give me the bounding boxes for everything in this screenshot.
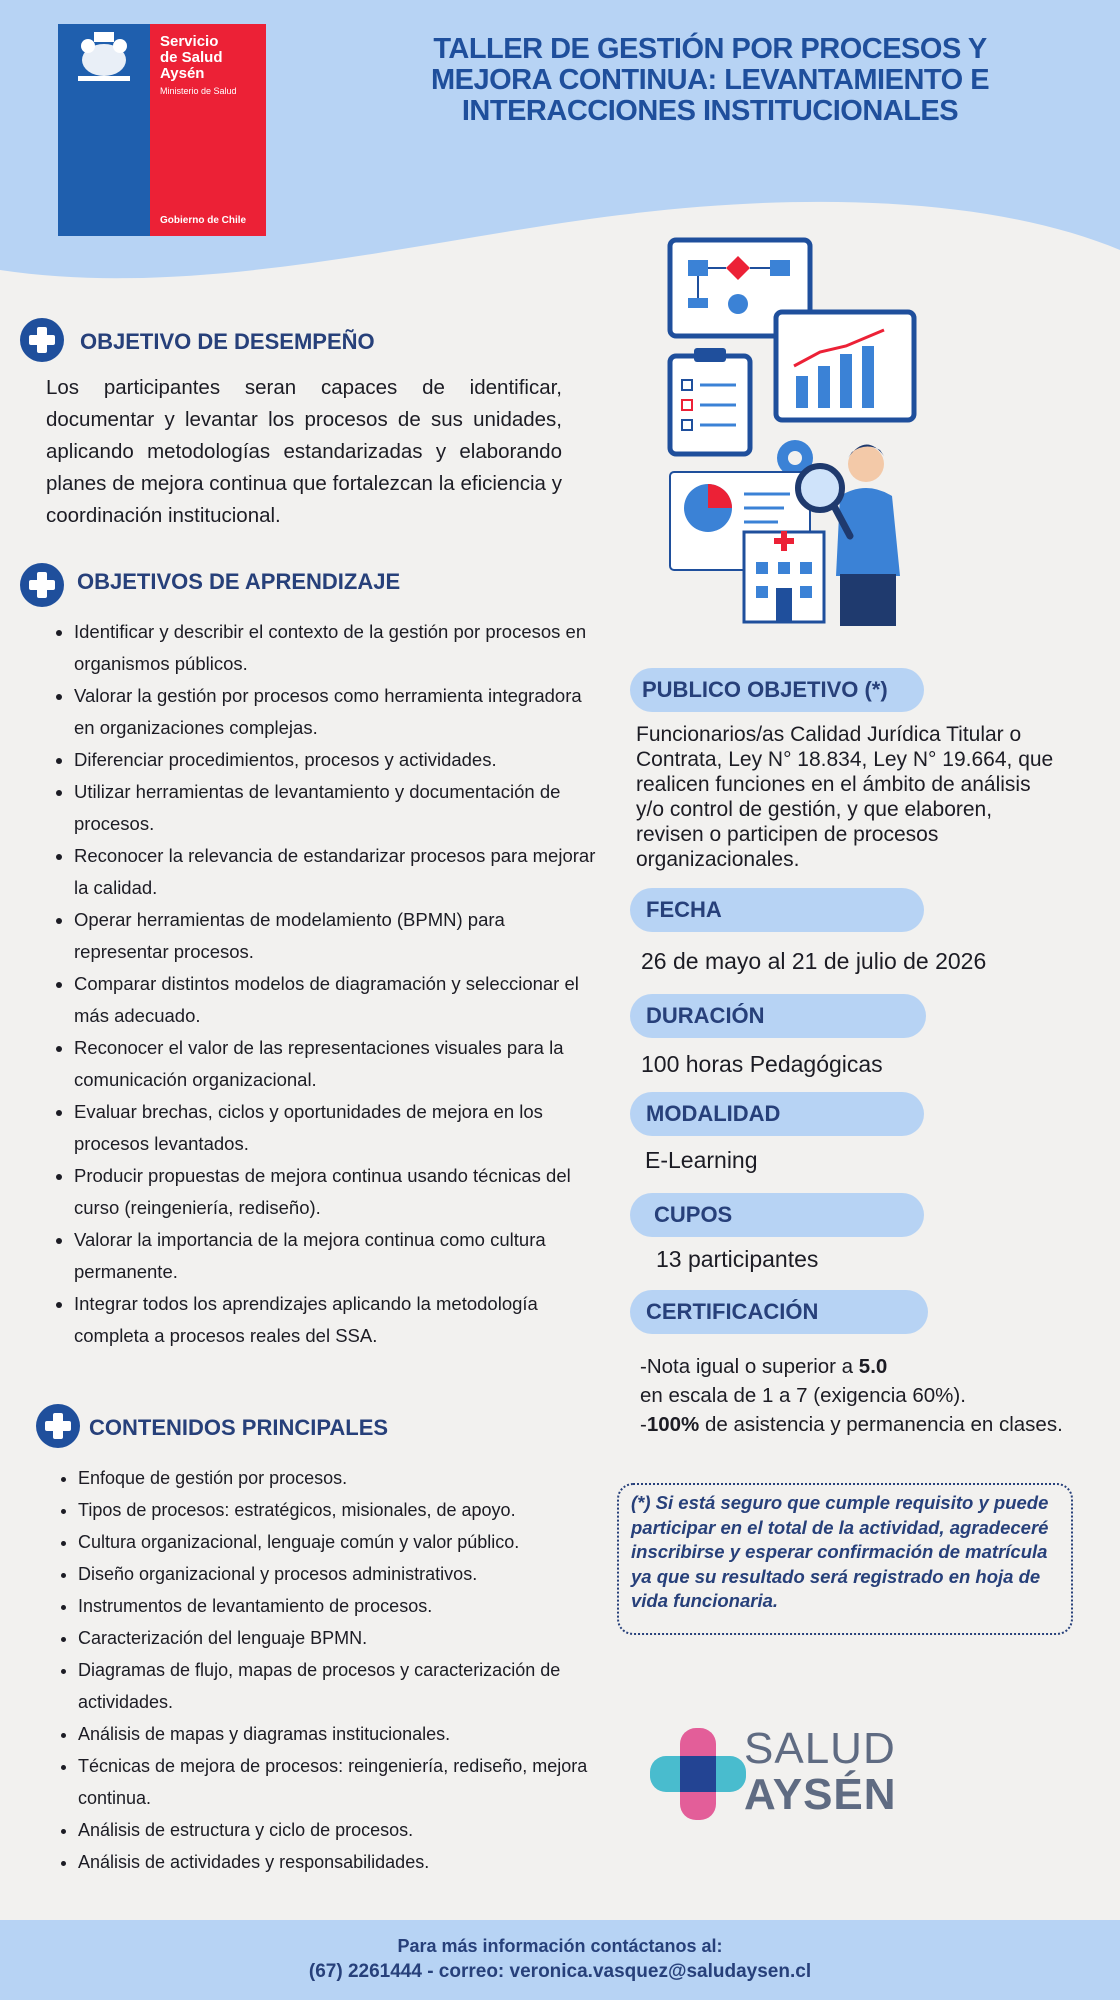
list-item: • Reconocer la relevancia de estandarizar procesos para mejorar la calidad. bbox=[74, 840, 596, 904]
page-title: TALLER DE GESTIÓN POR PROCESOS Y MEJORA CONTINUA: LEVANTAMIENTO E INTERACCIONES INSTITUCIONALES bbox=[430, 33, 990, 127]
main-contents-list bbox=[50, 1462, 610, 1878]
plus-circle-icon bbox=[20, 563, 64, 607]
list-item: • Cultura organizacional, lenguaje común y valor público. bbox=[78, 1526, 610, 1558]
learning-objectives-list bbox=[46, 616, 596, 1352]
plus-circle-icon bbox=[20, 318, 64, 362]
footer-info-line: Para más información contáctanos al: bbox=[397, 1936, 723, 1956]
list-item: • Técnicas de mejora de procesos: reingeniería, rediseño, mejora continua. bbox=[78, 1750, 610, 1814]
cert-attendance-suffix: de asistencia y permanencia en clases. bbox=[699, 1413, 1063, 1436]
list-item: • Identificar y describir el contexto de la gestión por procesos en organismos públicos. bbox=[74, 616, 596, 680]
list-item: • Comparar distintos modelos de diagramación y seleccionar el más adecuado. bbox=[74, 968, 596, 1032]
brand-salud: SALUD bbox=[744, 1724, 896, 1773]
list-item: • Análisis de mapas y diagramas institucionales. bbox=[78, 1718, 610, 1750]
logo-government: Gobierno de Chile bbox=[160, 215, 247, 226]
audience-text: Funcionarios/as Calidad Jurídica Titular o Contrata, Ley N° 18.834, Ley N° 19.664, que realicen funciones en el ámbito de análisis y/o control de gestión, y que elaboren, revisen o participen de procesos organizacionales. bbox=[636, 723, 1054, 871]
cert-attendance-prefix: - bbox=[640, 1413, 647, 1436]
list-item: • Tipos de procesos: estratégicos, misionales, de apoyo. bbox=[78, 1494, 610, 1526]
enrollment-note: (*) Si está seguro que cumple requisito y puede participar en el total de la actividad, agradeceré inscribirse y esperar confirmación de matrícula ya que su resultado será registrado en hoja de vida funcionaria. bbox=[617, 1483, 1073, 1635]
list-item: • Análisis de estructura y ciclo de procesos. bbox=[78, 1814, 610, 1846]
brand-aysen: AYSÉN bbox=[744, 1770, 897, 1819]
list-item: • Análisis de actividades y responsabilidades. bbox=[78, 1846, 610, 1878]
person-icon bbox=[848, 446, 884, 482]
list-item: • Valorar la gestión por procesos como herramienta integradora en organizaciones complejas. bbox=[74, 680, 596, 744]
date-value: 26 de mayo al 21 de julio de 2026 bbox=[641, 948, 987, 974]
list-item: • Caracterización del lenguaje BPMN. bbox=[78, 1622, 610, 1654]
footer-contact-line: (67) 2261444 - correo: veronica.vasquez@saludaysen.cl bbox=[308, 1961, 812, 1982]
logo-blue-panel bbox=[58, 24, 150, 236]
learning-heading: OBJETIVOS DE APRENDIZAJE bbox=[77, 569, 401, 594]
date-label: FECHA bbox=[630, 888, 924, 932]
cert-grade-prefix: -Nota igual o superior a bbox=[640, 1355, 859, 1378]
audience-label: PUBLICO OBJETIVO (*) bbox=[630, 668, 924, 712]
seats-value: 13 participantes bbox=[656, 1246, 819, 1272]
list-item: • Integrar todos los aprendizajes aplicando la metodología completa a procesos reales del SSA. bbox=[74, 1288, 596, 1352]
duration-label: DURACIÓN bbox=[630, 994, 926, 1038]
cert-scale: en escala de 1 a 7 (exigencia 60%). bbox=[640, 1384, 966, 1407]
logo-org-name: Servicio de Salud Aysén bbox=[160, 33, 223, 82]
list-item: • Instrumentos de levantamiento de procesos. bbox=[78, 1590, 610, 1622]
list-item: • Diseño organizacional y procesos administrativos. bbox=[78, 1558, 610, 1590]
servicio-salud-aysen-logo bbox=[58, 24, 266, 236]
modality-label: MODALIDAD bbox=[630, 1092, 924, 1136]
list-item: • Operar herramientas de modelamiento (BPMN) para representar procesos. bbox=[74, 904, 596, 968]
seats-label: CUPOS bbox=[630, 1193, 924, 1237]
modality-value: E-Learning bbox=[645, 1147, 758, 1173]
contents-heading: CONTENIDOS PRINCIPALES bbox=[89, 1415, 389, 1440]
list-item: • Enfoque de gestión por procesos. bbox=[78, 1462, 610, 1494]
list-item: • Valorar la importancia de la mejora continua como cultura permanente. bbox=[74, 1224, 596, 1288]
cert-grade-value: 5.0 bbox=[858, 1355, 888, 1378]
certification-label: CERTIFICACIÓN bbox=[630, 1290, 928, 1334]
certification-text bbox=[640, 1352, 1070, 1439]
list-item: • Evaluar brechas, ciclos y oportunidades de mejora en los procesos levantados. bbox=[74, 1096, 596, 1160]
list-item: • Utilizar herramientas de levantamiento y documentación de procesos. bbox=[74, 776, 596, 840]
objective-text: Los participantes seran capaces de identificar, documentar y levantar los procesos de sus unidades, aplicando metodologías estandarizadas y elaborando planes de mejora continua que fortalezcan la eficiencia y coordinación institucional. bbox=[46, 376, 562, 527]
logo-ministry: Ministerio de Salud bbox=[160, 86, 237, 96]
salud-aysen-cross-icon bbox=[650, 1728, 750, 1820]
logo-red-panel bbox=[150, 24, 266, 236]
process-analysis-illustration bbox=[660, 236, 920, 632]
objective-heading: OBJETIVO DE DESEMPEÑO bbox=[80, 329, 375, 354]
list-item: • Diagramas de flujo, mapas de procesos y caracterización de actividades. bbox=[78, 1654, 610, 1718]
footer-contact bbox=[0, 1920, 1120, 2000]
duration-value: 100 horas Pedagógicas bbox=[641, 1051, 883, 1077]
coat-of-arms-icon bbox=[58, 24, 150, 94]
list-item: • Producir propuestas de mejora continua usando técnicas del curso (reingeniería, rediseño). bbox=[74, 1160, 596, 1224]
list-item: • Diferenciar procedimientos, procesos y actividades. bbox=[74, 744, 596, 776]
list-item: • Reconocer el valor de las representaciones visuales para la comunicación organizacional. bbox=[74, 1032, 596, 1096]
cert-attendance-value: 100% bbox=[646, 1413, 700, 1436]
plus-circle-icon bbox=[36, 1404, 80, 1448]
